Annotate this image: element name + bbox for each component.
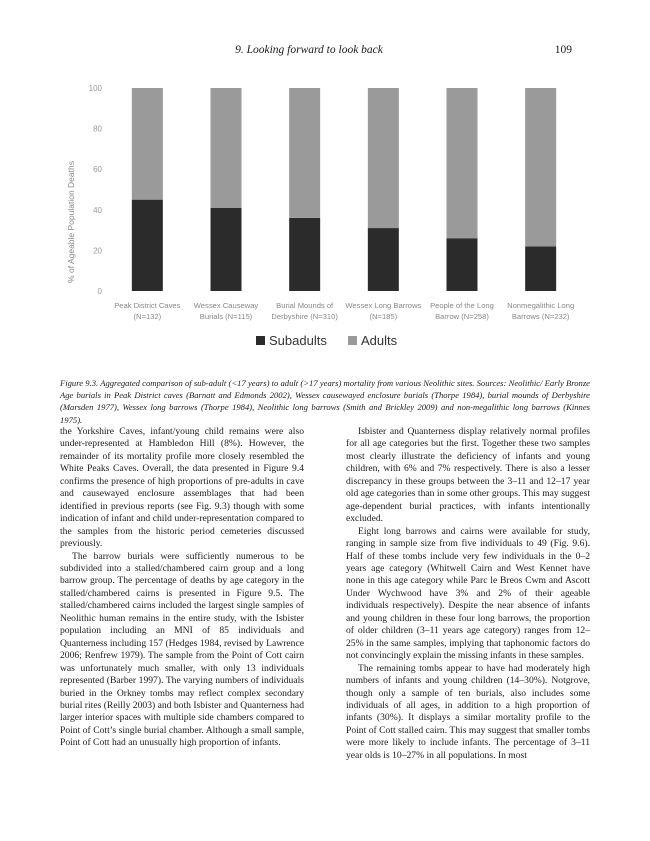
x-tick-label: (N=185) <box>369 312 398 321</box>
x-tick-label: Wessex Causeway <box>193 301 259 310</box>
bar-adults-2 <box>289 88 320 218</box>
bar-adults-3 <box>368 88 399 228</box>
x-tick-label: Nonmegalithic Long <box>507 301 575 310</box>
legend-swatch-adults <box>348 336 357 345</box>
legend-label-subadults: Subadults <box>269 333 327 348</box>
bar-subadults-2 <box>289 218 320 291</box>
bar-subadults-4 <box>447 238 478 291</box>
mortality-stacked-bar-chart <box>60 76 590 376</box>
running-head: 9. Looking forward to look back <box>235 44 383 56</box>
y-axis-ticks <box>89 84 103 296</box>
bar-subadults-1 <box>211 208 242 291</box>
x-tick-label: Wessex Long Barrows <box>345 301 422 310</box>
x-tick-label: People of the Long <box>430 301 494 310</box>
legend-swatch-subadults <box>256 336 265 345</box>
figure-caption: Figure 9.3. Aggregated comparison of sub-adult (<17 years) to adult (>17 years) mortality from various Neolithic sites. Sources: Neolithic/ Early Bronze Age burials in Peak District caves (Barnatt and Edmonds 2002), Wessex causewayed enclosure burials (Thorpe 1984), burial mounds of Derbyshire (Marsden 1977), Wessex long barrows (Thorpe 1984), Neolithic long barrows (Smith and Brickley 2009) and non-megalithic long barrows (Kinnes 1975). <box>60 378 590 425</box>
x-tick-label: Burials (N=115) <box>199 312 253 321</box>
x-tick-label: (N=132) <box>133 312 162 321</box>
paragraph: The remaining tombs appear to have had moderately high numbers of infants and young children (14–30%). Notgrove, though only a sample of ten burials, also includes some individuals of all ages, in addition to a high proportion of infants (30%). It displays a similar mortality profile to the Point of Cott stalled cairn. This may suggest that smaller tombs were more likely to include infants. The percentage of 3–11 year olds is 10–27% in all populations. In most <box>346 662 590 761</box>
legend-label-adults: Adults <box>361 333 398 348</box>
page-number: 109 <box>554 44 572 56</box>
y-tick-label: 0 <box>97 287 102 296</box>
y-tick-label: 80 <box>93 124 102 134</box>
y-tick-label: 60 <box>93 165 102 175</box>
bar-subadults-0 <box>132 200 163 291</box>
y-tick-label: 100 <box>88 84 102 93</box>
bars <box>132 88 556 291</box>
bar-adults-5 <box>525 88 556 246</box>
y-tick-label: 40 <box>93 205 102 215</box>
x-axis-labels <box>114 301 574 321</box>
x-tick-label: Burial Mounds of <box>276 301 334 310</box>
bar-adults-1 <box>211 88 242 208</box>
y-axis-label: % of Ageable Population Deaths <box>66 161 76 283</box>
bar-subadults-3 <box>368 228 399 291</box>
page-header <box>86 44 572 60</box>
legend <box>256 333 398 348</box>
bar-subadults-5 <box>525 246 556 291</box>
body-column-right <box>346 426 590 762</box>
paragraph: the Yorkshire Caves, infant/young child remains were also under-represented at Hambledon Hill (8%). However, the remainder of its mortality profile more closely resembled the White Peaks Caves. Overall, the data presented in Figure 9.4 confirms the presence of high proportions of pre-adults in cave and causewayed enclosure assemblages that had been identified in previous reports (see Fig. 9.3) though with some indication of infant and child under-representation compared to the samples from the historic period cemeteries discussed previously. <box>60 426 304 550</box>
x-tick-label: Derbyshire (N=310) <box>271 312 338 321</box>
bar-adults-0 <box>132 88 163 200</box>
x-tick-label: Peak District Caves <box>114 301 181 310</box>
x-tick-label: Barrow (N=258) <box>435 312 489 321</box>
body-column-left <box>60 426 304 750</box>
paragraph: The barrow burials were sufficiently numerous to be subdivided into a stalled/chambered cairn group and a long barrow group. The percentage of deaths by age category in the stalled/chambered cairns is presented in Figure 9.5. The stalled/chambered cairns included the largest single samples of Neolithic human remains in the entire study, with the Isbister population including an MNI of 85 individuals and Quanterness including 157 (Hedges 1984, revised by Lawrence 2006; Renfrew 1979). The sample from the Point of Cott cairn was unfortunately much smaller, with only 13 individuals represented (Barber 1997). The varying numbers of individuals buried in the Orkney tombs may reflect complex secondary burial rites (Reilly 2003) and both Isbister and Quanterness had larger interior spaces with multiple side chambers compared to Point of Cott’s single burial chamber. Although a small sample, Point of Cott had an unusually high proportion of infants. <box>60 550 304 749</box>
paragraph: Isbister and Quanterness display relatively normal profiles for all age categories but the first. Together these two samples most clearly illustrate the deficiency of infants and young children, with 6% and 7% respectively. There is also a lesser discrepancy in these groups between the 3–11 and 12–17 year old age categories than in some other groups. This may suggest age-dependent burial practices, with infants intentionally excluded. <box>346 426 590 525</box>
x-tick-label: Barrows (N=232) <box>511 312 570 321</box>
paragraph: Eight long barrows and cairns were available for study, ranging in sample size from five individuals to 49 (Fig. 9.6). Half of these tombs include very few individuals in the 0–2 years age category (Whitwell Cairn and West Kennet have none in this age category while Parc le Breos Cwm and Ascott Under Wychwood have 3% and 2% of their ageable individuals respectively). Despite the near absence of infants and young children in these four long barrows, the proportion of older children (3–11 years age category) ranges from 12–25% in the same samples, implying that taphonomic factors do not convincingly explain the missing infants in these samples. <box>346 525 590 662</box>
y-tick-label: 20 <box>93 246 102 256</box>
bar-adults-4 <box>447 88 478 238</box>
